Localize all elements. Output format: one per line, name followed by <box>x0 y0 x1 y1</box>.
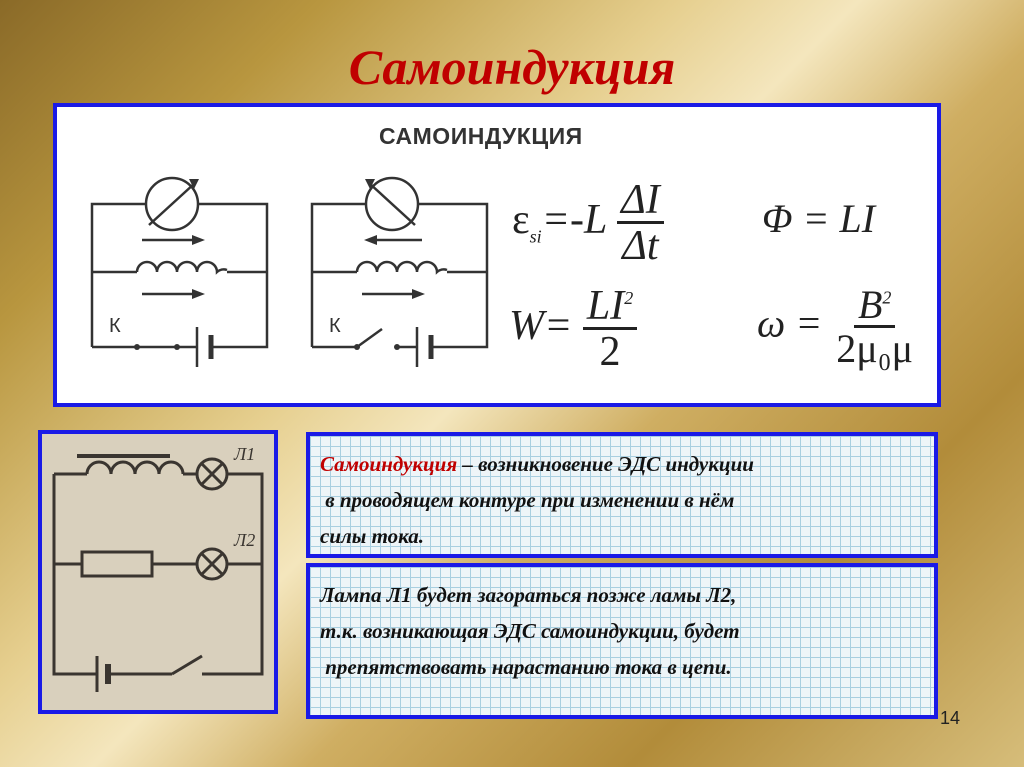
lamp-circuit-panel <box>38 430 278 714</box>
definition-box <box>306 432 938 558</box>
formula-panel <box>53 103 941 407</box>
switch-label-2: К <box>329 315 341 337</box>
lamp-circuit-diagram <box>42 434 274 710</box>
self-induction-circuits <box>77 157 517 407</box>
flux-formula: Φ = LI <box>762 196 876 241</box>
page-number: 14 <box>940 708 961 728</box>
lamp2-label: Л2 <box>234 530 256 550</box>
lamp1-label: Л1 <box>234 444 256 464</box>
definition-line-2: в проводящем контуре при изменении в нём <box>320 488 735 512</box>
explanation-line-3: препятствовать нарастанию тока в цепи. <box>320 655 732 679</box>
energy-formula: W= $\frac{LI^2}{2}$ <box>509 285 637 374</box>
slide-title: Самоиндукция <box>348 39 676 95</box>
definition-line-1: Самоиндукция – возникновение ЭДС индукции <box>320 452 754 476</box>
definition-line-3: силы тока. <box>320 524 425 548</box>
switch-label-1: К <box>109 315 121 337</box>
explanation-box <box>306 563 938 719</box>
energy-density-formula: ω = $\frac{B^2}{\text{2μ₀μ}}$ <box>757 282 914 371</box>
emf-formula: $\varepsilon_{si}=-L$ $\frac{\Delta I}{\Delta t}$ <box>512 179 664 268</box>
panel-heading: САМОИНДУКЦИЯ <box>379 123 583 149</box>
explanation-line-1: Лампа Л1 будет загораться позже ламы Л2, <box>320 583 737 607</box>
definition-term: Самоиндукция <box>320 452 458 476</box>
explanation-line-2: т.к. возникающая ЭДС самоиндукции, будет <box>320 619 740 643</box>
